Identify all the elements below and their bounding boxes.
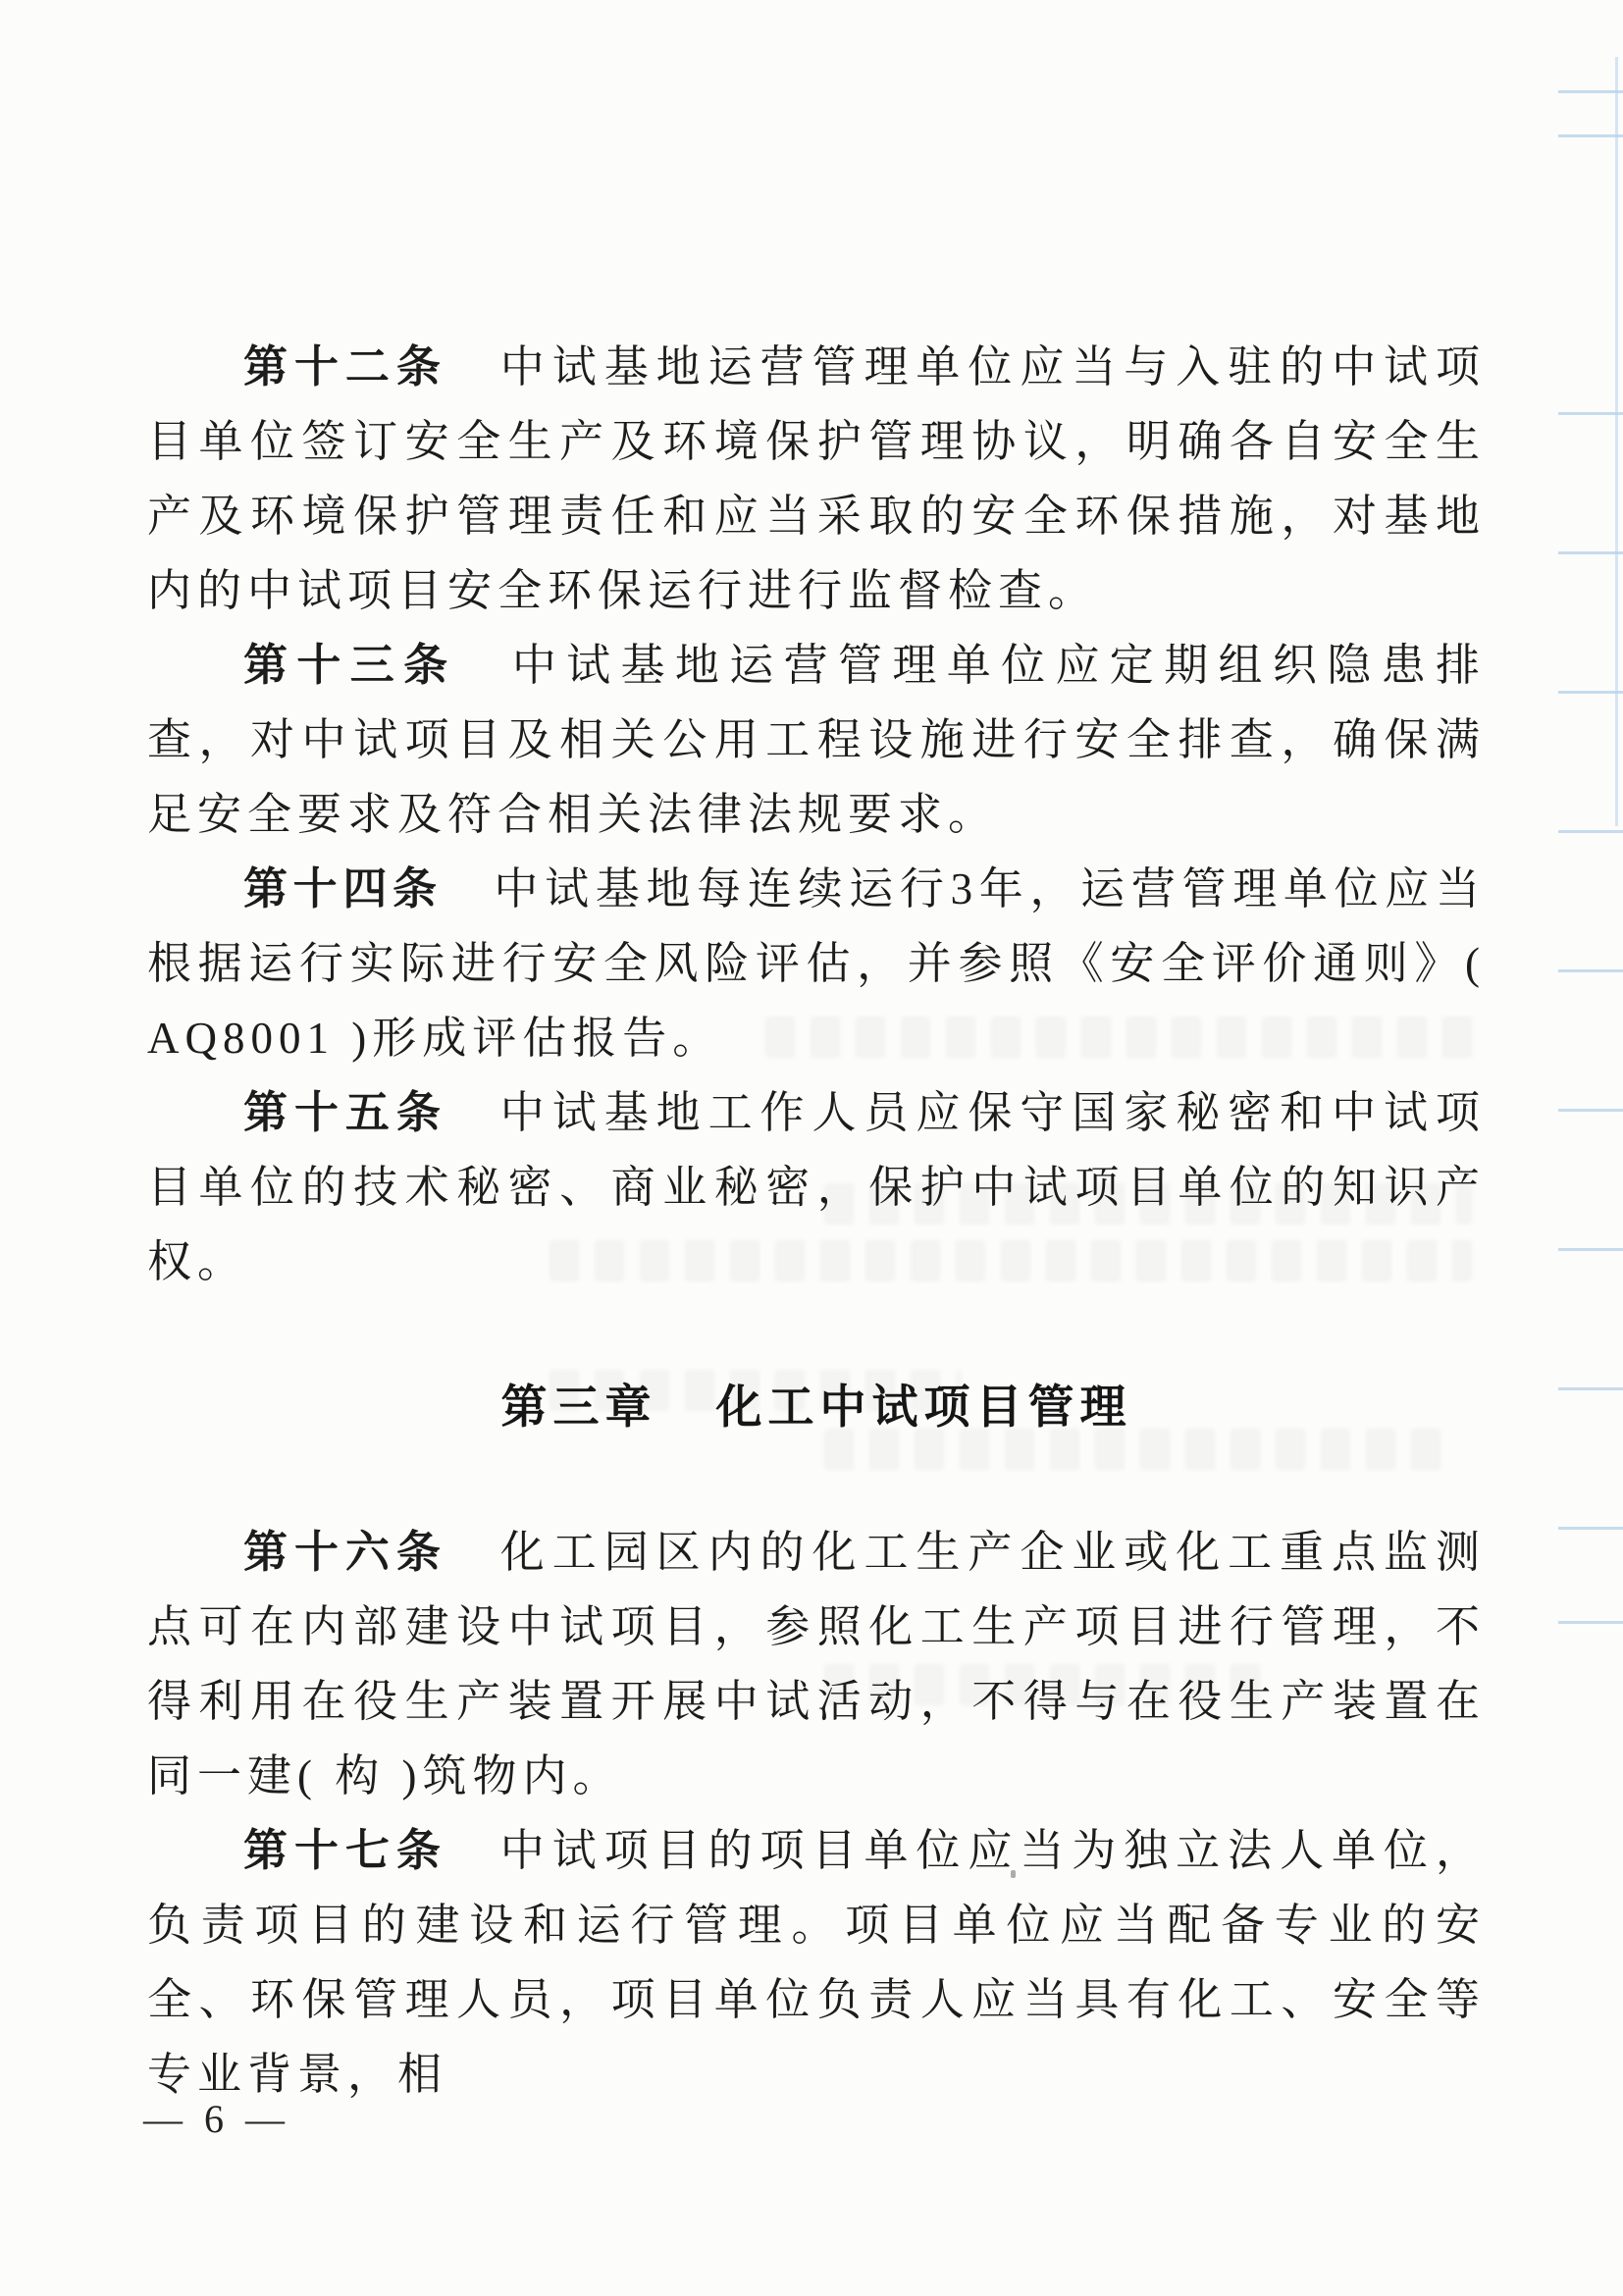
article-paragraph-17 (147, 1813, 1486, 2112)
scan-artifact-tick (1558, 691, 1623, 694)
article-text: 化工园区内的化工生产企业或化工重点监测点可在内部建设中试项目，参照化工生产项目进行管理，不得利用在役生产装置开展中试活动，不得与在役生产装置在同一建( 构 )筑物内。 (147, 1528, 1486, 1800)
article-number: 第十七条 (243, 1825, 447, 1875)
page-number-text: — 6 — (143, 2097, 290, 2141)
article-number: 第十六条 (243, 1527, 447, 1577)
chapter-title: 化工中试项目管理 (715, 1381, 1132, 1433)
scan-artifact-tick (1558, 1109, 1623, 1112)
chapter-label: 第三章 (500, 1381, 657, 1433)
article-paragraph-15 (147, 1075, 1486, 1299)
scan-artifact-tick (1558, 1387, 1623, 1390)
article-paragraph-16 (147, 1515, 1486, 1813)
article-text: 中试基地运营管理单位应当与入驻的中试项目单位签订安全生产及环境保护管理协议，明确各自安全生产及环境保护管理责任和应当采取的安全环保措施，对基地内的中试项目安全环保运行进行监督检查。 (147, 342, 1486, 615)
scan-artifact-tick (1558, 969, 1623, 972)
scan-artifact-tick (1558, 134, 1623, 137)
chapter-heading (147, 1370, 1486, 1444)
article-paragraph-13 (147, 628, 1486, 852)
scan-artifact-vertical-line (1615, 57, 1618, 826)
scan-artifact-tick (1558, 830, 1623, 833)
page-number (143, 2096, 290, 2142)
scan-artifact-tick (1558, 90, 1623, 93)
article-text: 中试基地运营管理单位应定期组织隐患排查，对中试项目及相关公用工程设施进行安全排查，确保满足安全要求及符合相关法律法规要求。 (147, 641, 1486, 839)
article-text: 中试基地工作人员应保守国家秘密和中试项目单位的技术秘密、商业秘密，保护中试项目单位的知识产权。 (147, 1088, 1486, 1286)
article-number: 第十四条 (243, 863, 443, 913)
scan-artifact-tick (1558, 1621, 1623, 1624)
scan-artifact-tick (1558, 1248, 1623, 1251)
scan-artifact-tick (1558, 551, 1623, 554)
article-number: 第十二条 (243, 341, 447, 391)
document-body (147, 330, 1486, 2112)
article-number: 第十五条 (243, 1087, 447, 1137)
article-text: 中试基地每连续运行3年，运营管理单位应当根据运行实际进行安全风险评估，并参照《安全评价通则》( AQ8001 )形成评估报告。 (147, 864, 1486, 1063)
article-text: 中试项目的项目单位应当为独立法人单位，负责项目的建设和运行管理。项目单位应当配备专业的安全、环保管理人员，项目单位负责人应当具有化工、安全等专业背景，相 (147, 1826, 1486, 2099)
scan-artifact-tick (1558, 412, 1623, 415)
article-paragraph-12 (147, 330, 1486, 628)
article-number: 第十三条 (243, 640, 457, 690)
scan-artifact-tick (1558, 1527, 1623, 1530)
article-paragraph-14 (147, 852, 1486, 1075)
